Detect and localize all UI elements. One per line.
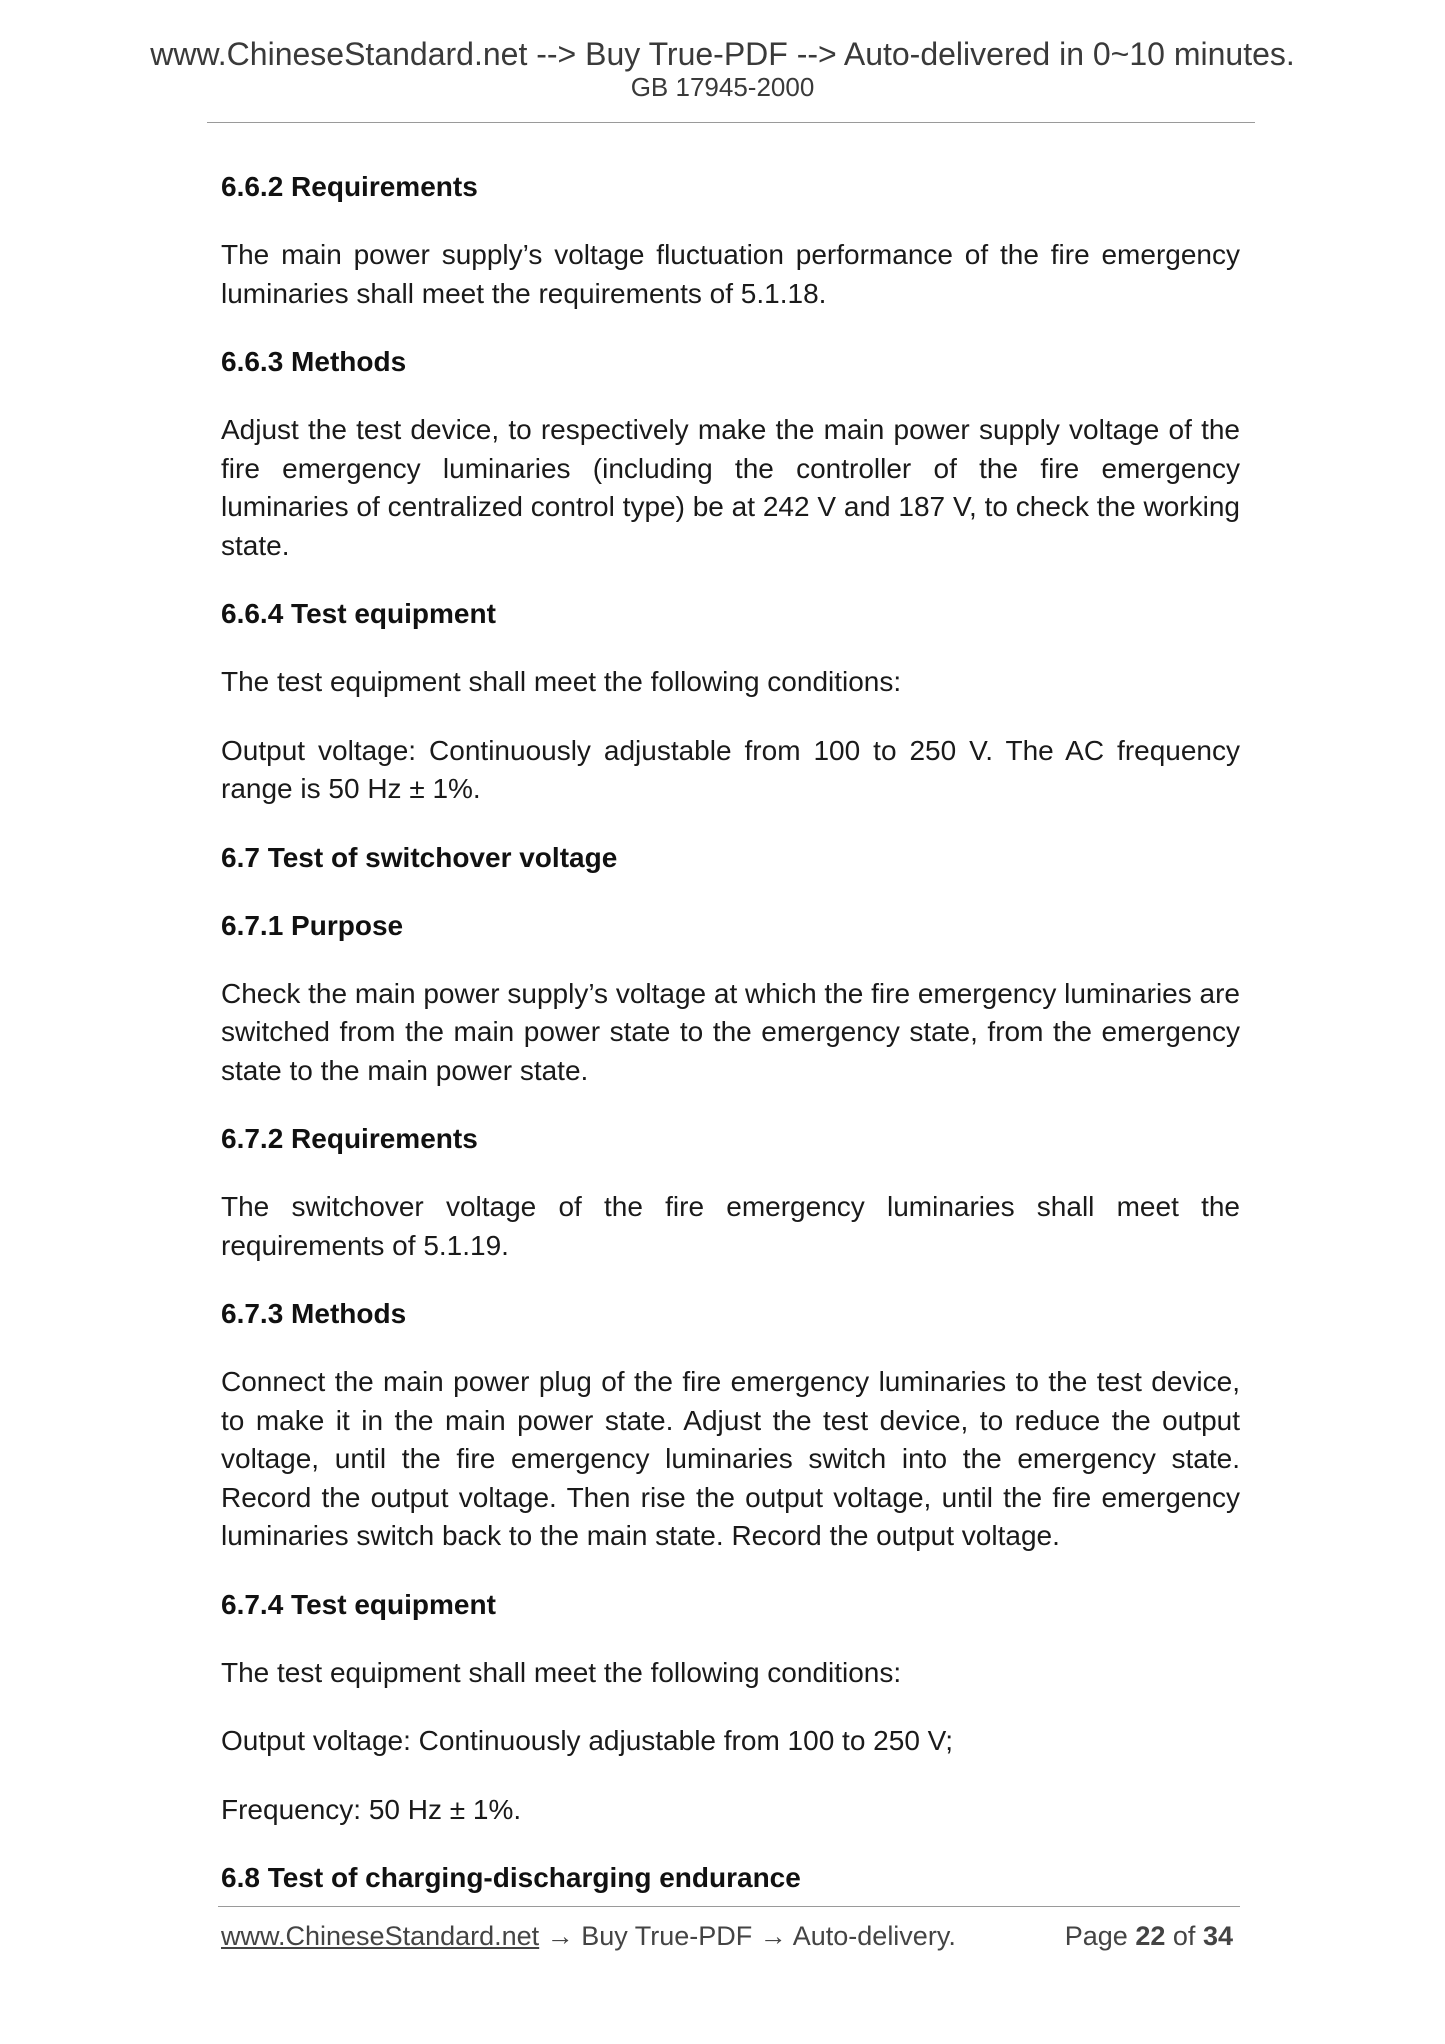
page-footer: [221, 1918, 1233, 1954]
footer-promo: [221, 1918, 956, 1954]
paragraph-6-6-4-output: Output voltage: Continuously adjustable from 100 to 250 V. The AC frequency range is 50 Hz ± 1%.: [221, 734, 1240, 804]
heading-6-8: 6.8 Test of charging-discharging endurance: [221, 1862, 801, 1893]
paragraph-6-7-2: The switchover voltage of the fire emergency luminaries shall meet the requirements of 5.1.19.: [221, 1191, 1240, 1261]
page-content: [221, 168, 1240, 1927]
of-label: of: [1172, 1921, 1196, 1951]
paragraph-6-7-4-frequency: Frequency: 50 Hz ± 1%.: [221, 1793, 522, 1825]
page-label: Page: [1064, 1921, 1128, 1951]
page-current: 22: [1135, 1921, 1166, 1951]
heading-6-7-4: 6.7.4 Test equipment: [221, 1588, 496, 1620]
paragraph-6-6-4-conditions: The test equipment shall meet the following conditions:: [221, 666, 902, 697]
heading-6-6-4: 6.6.4 Test equipment: [221, 598, 496, 629]
heading-6-7-2: 6.7.2 Requirements: [221, 1123, 478, 1154]
heading-6-6-2: 6.6.2 Requirements: [221, 171, 478, 202]
footer-website-link[interactable]: www.ChineseStandard.net: [221, 1921, 540, 1951]
paragraph-6-7-4-output: Output voltage: Continuously adjustable from 100 to 250 V;: [221, 1725, 954, 1756]
paragraph-6-7-1: Check the main power supply’s voltage at which the fire emergency luminaries are switched from the main power state to the emergency state, from the emergency state to the main power state.: [221, 977, 1240, 1086]
footer-divider: [218, 1906, 1240, 1907]
header-divider: [207, 122, 1255, 123]
footer-tagline: → Buy True-PDF → Auto-delivery.: [539, 1921, 956, 1951]
paragraph-6-6-3: Adjust the test device, to respectively make the main power supply voltage of the fire emergency luminaries (including the controller of the fire emergency luminaries of centralized control type) be at 242 V and 187 V, to check the working state.: [221, 414, 1240, 561]
page-total: 34: [1202, 1921, 1233, 1951]
header-banner: www.ChineseStandard.net --> Buy True-PDF --> Auto-delivered in 0~10 minutes.: [150, 36, 1295, 72]
heading-6-7-1: 6.7.1 Purpose: [221, 909, 404, 941]
heading-6-7: 6.7 Test of switchover voltage: [221, 841, 618, 873]
heading-6-6-3: 6.6.3 Methods: [221, 346, 407, 377]
paragraph-6-6-2: The main power supply’s voltage fluctuation performance of the fire emergency luminaries shall meet the requirements of 5.1.18.: [221, 239, 1240, 309]
paragraph-6-7-3: Connect the main power plug of the fire emergency luminaries to the test device, to make it in the main power state. Adjust the test device, to reduce the output voltage, until the fire emergency luminaries switch into the emergency state. Record the output voltage. Then rise the output voltage, until the fire emergency luminaries switch back to the main state. Record the output voltage.: [221, 1366, 1240, 1551]
page-number: [1065, 1918, 1233, 1954]
standard-code: GB 17945-2000: [630, 72, 815, 102]
paragraph-6-7-4-conditions: The test equipment shall meet the following conditions:: [221, 1656, 902, 1688]
heading-6-7-3: 6.7.3 Methods: [221, 1298, 407, 1329]
